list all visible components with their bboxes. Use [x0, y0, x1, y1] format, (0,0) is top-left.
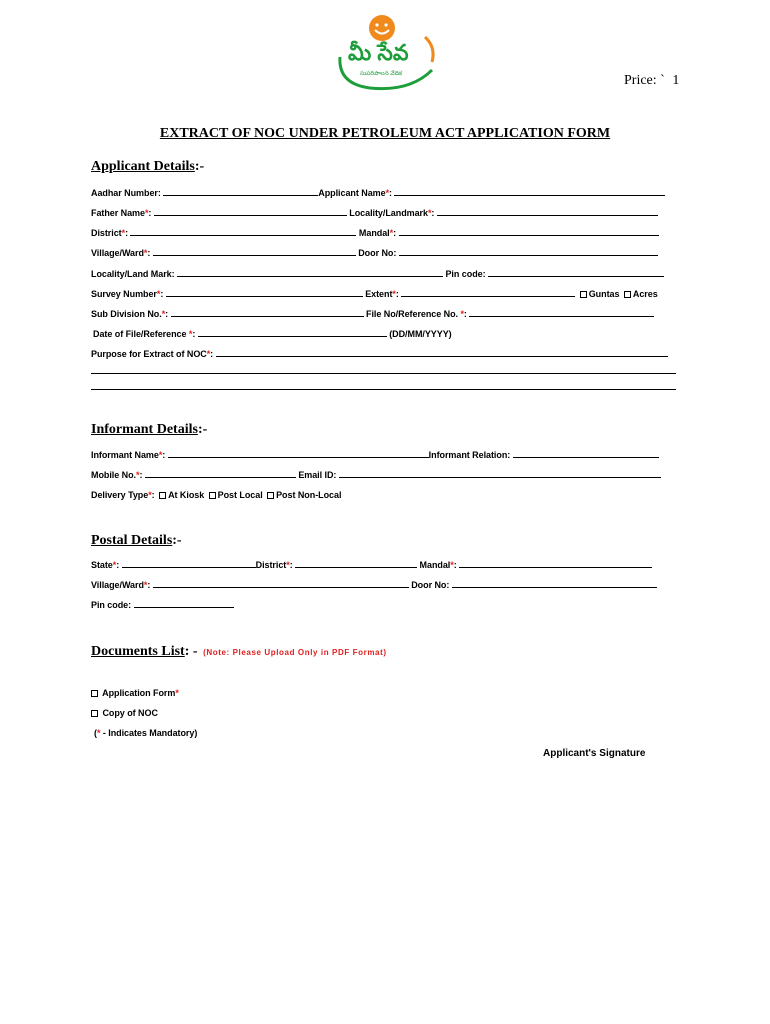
mandatory-mark: * — [143, 580, 148, 590]
post-non-local-label: Post Non-Local — [276, 490, 342, 500]
applicant-signature-label: Applicant's Signature — [543, 748, 646, 759]
mandal-field[interactable] — [399, 227, 659, 236]
purpose-line-3[interactable] — [91, 389, 676, 390]
row-delivery-type: Delivery Type*: At Kiosk Post Local Post Non-Local — [91, 490, 342, 500]
email-id-label: Email ID: — [298, 470, 337, 480]
mandatory-note-open: ( — [94, 728, 97, 738]
informant-name-field[interactable] — [168, 449, 429, 458]
acres-checkbox[interactable] — [624, 291, 631, 298]
row-mobile: Mobile No.*: Email ID: — [91, 469, 661, 481]
postal-village-ward-field[interactable] — [153, 579, 409, 588]
copy-of-noc-label: Copy of NOC — [102, 708, 158, 718]
father-name-label: Father Name — [91, 208, 145, 218]
file-no-label: File No/Reference No. — [366, 309, 459, 319]
row-district: District*: Mandal*: — [91, 227, 659, 239]
guntas-checkbox[interactable] — [580, 291, 587, 298]
row-aadhar: Aadhar Number: Applicant Name*: — [91, 187, 665, 199]
applicant-heading-suffix: :- — [194, 159, 205, 174]
mandatory-mark: * — [121, 228, 126, 238]
postal-pin-code-label: Pin code: — [91, 600, 132, 610]
at-kiosk-checkbox[interactable] — [159, 492, 166, 499]
row-state: State*: District*: Mandal*: — [91, 559, 652, 571]
postal-door-no-label: Door No: — [411, 580, 450, 590]
mandatory-mark: * — [136, 470, 140, 480]
delivery-type-label: Delivery Type — [91, 490, 149, 500]
informant-heading-text: Informant Details — [91, 422, 198, 437]
mandatory-mark: * — [144, 208, 149, 218]
guntas-label: Guntas — [588, 289, 620, 299]
mandatory-note-text: - Indicates Mandatory) — [100, 728, 198, 738]
postal-mandal-label: Mandal — [419, 560, 451, 570]
mandatory-mark: * — [96, 728, 101, 738]
postal-pin-code-field[interactable] — [134, 599, 234, 608]
locality-landmark-field[interactable] — [437, 207, 658, 216]
row-date-of-file: Date of File/Reference *: (DD/MM/YYYY) — [93, 329, 452, 339]
mandatory-mark: * — [450, 560, 454, 570]
applicant-name-field[interactable] — [394, 187, 665, 196]
acres-label: Acres — [632, 289, 658, 299]
post-local-checkbox[interactable] — [209, 492, 216, 499]
locality-land-mark-label: Locality/Land Mark: — [91, 269, 175, 279]
extent-field[interactable] — [401, 288, 575, 297]
at-kiosk-label: At Kiosk — [168, 490, 205, 500]
father-name-field[interactable] — [154, 207, 347, 216]
post-non-local-checkbox[interactable] — [267, 492, 274, 499]
row-postal-pin — [91, 599, 234, 611]
state-field[interactable] — [122, 559, 256, 568]
mandatory-mark: * — [161, 309, 166, 319]
village-ward-field[interactable] — [153, 247, 356, 256]
mandatory-mark: * — [156, 289, 161, 299]
row-purpose: Purpose for Extract of NOC*: — [91, 348, 668, 360]
application-form-checkbox[interactable] — [91, 690, 98, 697]
file-no-field[interactable] — [469, 308, 654, 317]
mobile-no-label: Mobile No. — [91, 470, 136, 480]
sub-division-label: Sub Division No. — [91, 309, 162, 319]
row-sub-division: Sub Division No.*: File No/Reference No. *: — [91, 308, 654, 320]
aadhar-field[interactable] — [163, 187, 318, 196]
date-of-file-field[interactable] — [198, 328, 387, 337]
door-no-field[interactable] — [399, 247, 658, 256]
informant-relation-field[interactable] — [513, 449, 659, 458]
state-label: State — [91, 560, 113, 570]
informant-heading-suffix: :- — [197, 422, 208, 437]
extent-label: Extent — [365, 289, 393, 299]
price — [624, 73, 679, 89]
doc-copy-of-noc — [91, 707, 158, 719]
form-title: EXTRACT OF NOC UNDER PETROLEUM ACT APPLICATION FORM — [159, 126, 611, 141]
row-locality-land-mark — [91, 268, 664, 280]
date-of-file-label: Date of File/Reference — [93, 329, 187, 339]
postal-mandal-field[interactable] — [459, 559, 652, 568]
informant-relation-label: Informant Relation: — [428, 450, 511, 460]
row-survey-number: Survey Number*: Extent*: Guntas Acres — [91, 289, 658, 299]
pin-code-field[interactable] — [488, 268, 664, 277]
copy-of-noc-checkbox[interactable] — [91, 710, 98, 717]
post-local-label: Post Local — [217, 490, 263, 500]
mandatory-mark: * — [188, 329, 193, 339]
sub-division-field[interactable] — [171, 308, 364, 317]
mandatory-mark: * — [206, 349, 211, 359]
postal-heading-suffix: :- — [172, 533, 182, 548]
mandatory-mark: * — [389, 228, 394, 238]
date-format-hint: (DD/MM/YYYY) — [389, 329, 452, 339]
applicant-name-label: Applicant Name — [318, 188, 386, 198]
applicant-details-heading — [91, 159, 204, 175]
meeseva-logo — [330, 12, 440, 92]
purpose-line-2[interactable] — [91, 373, 676, 374]
village-ward-label: Village/Ward — [91, 248, 144, 258]
district-field[interactable] — [130, 227, 356, 236]
mandatory-mark: * — [143, 248, 148, 258]
mandatory-note — [94, 727, 197, 739]
application-form-label: Application Form — [102, 688, 176, 698]
row-father-name: Father Name*: Locality/Landmark*: — [91, 207, 658, 219]
logo-tagline: సుపరిపాలన వేదిక — [360, 71, 403, 77]
mandatory-mark: * — [175, 688, 179, 698]
mandatory-mark: * — [460, 309, 464, 319]
postal-district-field[interactable] — [295, 559, 417, 568]
locality-landmark-label: Locality/Landmark — [349, 208, 428, 218]
postal-district-label: District — [255, 560, 287, 570]
logo-text: మీ సేవ — [348, 40, 409, 65]
applicant-heading-text: Applicant Details — [91, 159, 195, 174]
district-label: District — [91, 228, 122, 238]
row-village-ward: Village/Ward*: Door No: — [91, 247, 658, 259]
pdf-format-note: (Note: Please Upload Only in PDF Format) — [203, 648, 387, 657]
survey-number-label: Survey Number — [91, 289, 157, 299]
door-no-label: Door No: — [358, 248, 397, 258]
purpose-field[interactable] — [216, 348, 668, 357]
row-postal-village: Village/Ward*: Door No: — [91, 579, 657, 591]
documents-heading-suffix: : - — [184, 644, 198, 659]
mandatory-mark: * — [385, 188, 390, 198]
mobile-no-field[interactable] — [145, 469, 296, 478]
mandatory-mark: * — [112, 560, 117, 570]
postal-heading-text: Postal Details — [91, 533, 173, 548]
mandatory-mark: * — [427, 208, 432, 218]
aadhar-label: Aadhar Number: — [91, 188, 161, 198]
mandal-label: Mandal — [358, 228, 390, 238]
purpose-label: Purpose for Extract of NOC — [91, 349, 207, 359]
informant-details-heading — [91, 422, 207, 438]
pin-code-label: Pin code: — [445, 269, 486, 279]
postal-details-heading — [91, 533, 182, 549]
postal-door-no-field[interactable] — [452, 579, 657, 588]
row-informant-name: Informant Name*: Informant Relation: — [91, 449, 659, 461]
postal-village-ward-label: Village/Ward — [91, 580, 144, 590]
price-value: 1 — [672, 73, 680, 88]
mandatory-mark: * — [148, 490, 152, 500]
documents-list-heading — [91, 644, 387, 660]
price-label: Price: ` — [624, 73, 665, 88]
mandatory-mark: * — [392, 289, 396, 299]
mandatory-mark: * — [286, 560, 290, 570]
doc-application-form — [91, 687, 179, 699]
survey-number-field[interactable] — [166, 288, 363, 297]
mandatory-mark: * — [158, 450, 163, 460]
documents-heading-text: Documents List — [91, 644, 185, 659]
email-id-field[interactable] — [339, 469, 661, 478]
informant-name-label: Informant Name — [91, 450, 159, 460]
locality-land-mark-field[interactable] — [177, 268, 443, 277]
